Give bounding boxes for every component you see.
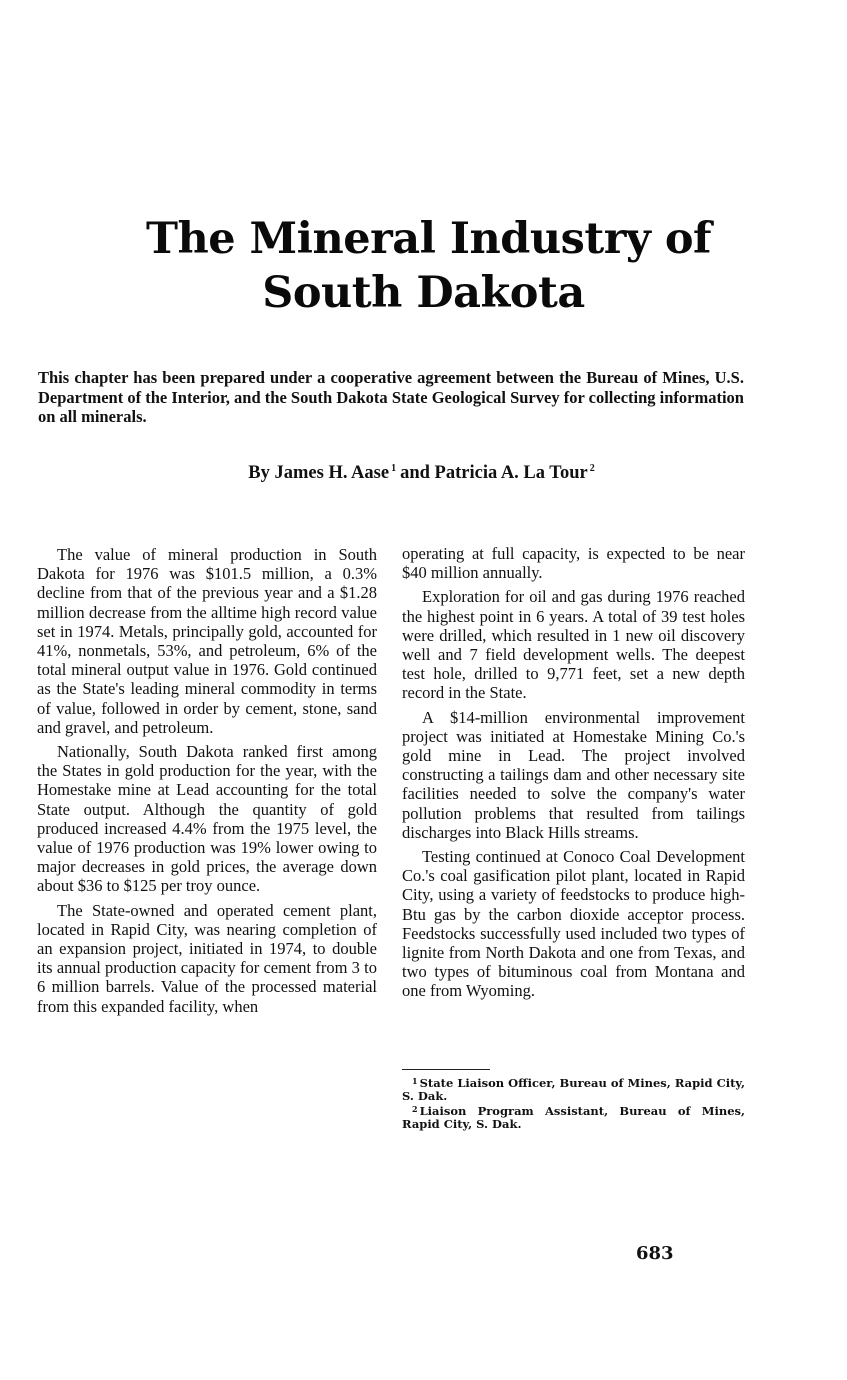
footnote-divider (402, 1069, 490, 1070)
page-number: 683 (636, 1243, 674, 1264)
footnote-2-number: 2 (412, 1104, 418, 1114)
chapter-title-line-1: The Mineral Industry of (145, 214, 712, 264)
chapter-title (0, 212, 847, 320)
paragraph-cement-plant: The State-owned and operated cement plant, located in Rapid City, was nearing completion of an expansion project, initiated in 1974, to double its annual production capacity for cement from 3 to 6 million barrels. Value of the processed material from this expanded facility, when (37, 900, 377, 1016)
author-1: By James H. Aase (248, 463, 390, 483)
paragraph-gold-ranking: Nationally, South Dakota ranked first among the States in gold production for the year, with the Homestake mine at Lead accounting for the total State output. Although the quantity of gold produced increased 4.4% from the 1975 level, the value of 1976 production was 19% lower owing to major decreases in gold prices, the average down about $36 to $125 per troy ounce. (37, 742, 377, 896)
footnote-2-text: Liaison Program Assistant, Bureau of Mines, Rapid City, S. Dak. (402, 1104, 745, 1131)
paragraph-coal-gasification: Testing continued at Conoco Coal Development Co.'s coal gasification pilot plant, located in Rapid City, using a variety of feedstocks to produce high-Btu gas by the carbon dioxide acceptor process. Feedstocks successfully used included two types of lignite from North Dakota and one from Texas, and two types of bituminous coal from Montana and one from Wyoming. (402, 847, 745, 1001)
footnote-ref-2: 2 (589, 463, 595, 474)
paragraph-environmental-project: A $14-million environmental improvement project was initiated at Homestake Mining Co.'s gold mine in Lead. The project involved constructing a tailings dam and other necessary site facilities needed to solve the company's water pollution problems that resulted from tailings discharges into Black Hills streams. (402, 707, 745, 842)
body-column-right (402, 544, 745, 1006)
author-2: and Patricia A. La Tour (400, 463, 588, 483)
footnote-ref-1: 1 (391, 463, 397, 474)
footnote-2 (402, 1103, 745, 1130)
footnote-1-number: 1 (412, 1076, 418, 1086)
footnote-1-text: State Liaison Officer, Bureau of Mines, Rapid City, S. Dak. (402, 1076, 745, 1103)
body-column-left (37, 545, 377, 1021)
byline (0, 456, 847, 486)
footnote-1 (402, 1075, 745, 1102)
paragraph-oil-gas-exploration: Exploration for oil and gas during 1976 reached the highest point in 6 years. A total of 39 test holes were drilled, which resulted in 1 new oil discovery well and 7 field development wells. The deepest test hole, drilled to 9,771 feet, set a new depth record in the State. (402, 587, 745, 703)
footnotes (402, 1075, 745, 1131)
paragraph-production-value: The value of mineral production in South Dakota for 1976 was $101.5 million, a 0.3% decline from that of the previous year and a $1.28 million decrease from the alltime high record value set in 1974. Metals, principally gold, accounted for 41%, nonmetals, 53%, and petroleum, 6% of the total mineral output value in 1976. Gold continued as the State's leading mineral commodity in terms of value, followed in order by cement, stone, sand and gravel, and petroleum. (37, 545, 377, 737)
chapter-title-line-2: South Dakota (262, 268, 585, 318)
paragraph-cement-plant-continued: operating at full capacity, is expected to be near $40 million annually. (402, 544, 745, 583)
preface-note: This chapter has been prepared under a cooperative agreement between the Bureau of Mines, U.S. Department of the Interior, and the South Dakota State Geological Survey for collecting information on all minerals. (38, 368, 744, 426)
